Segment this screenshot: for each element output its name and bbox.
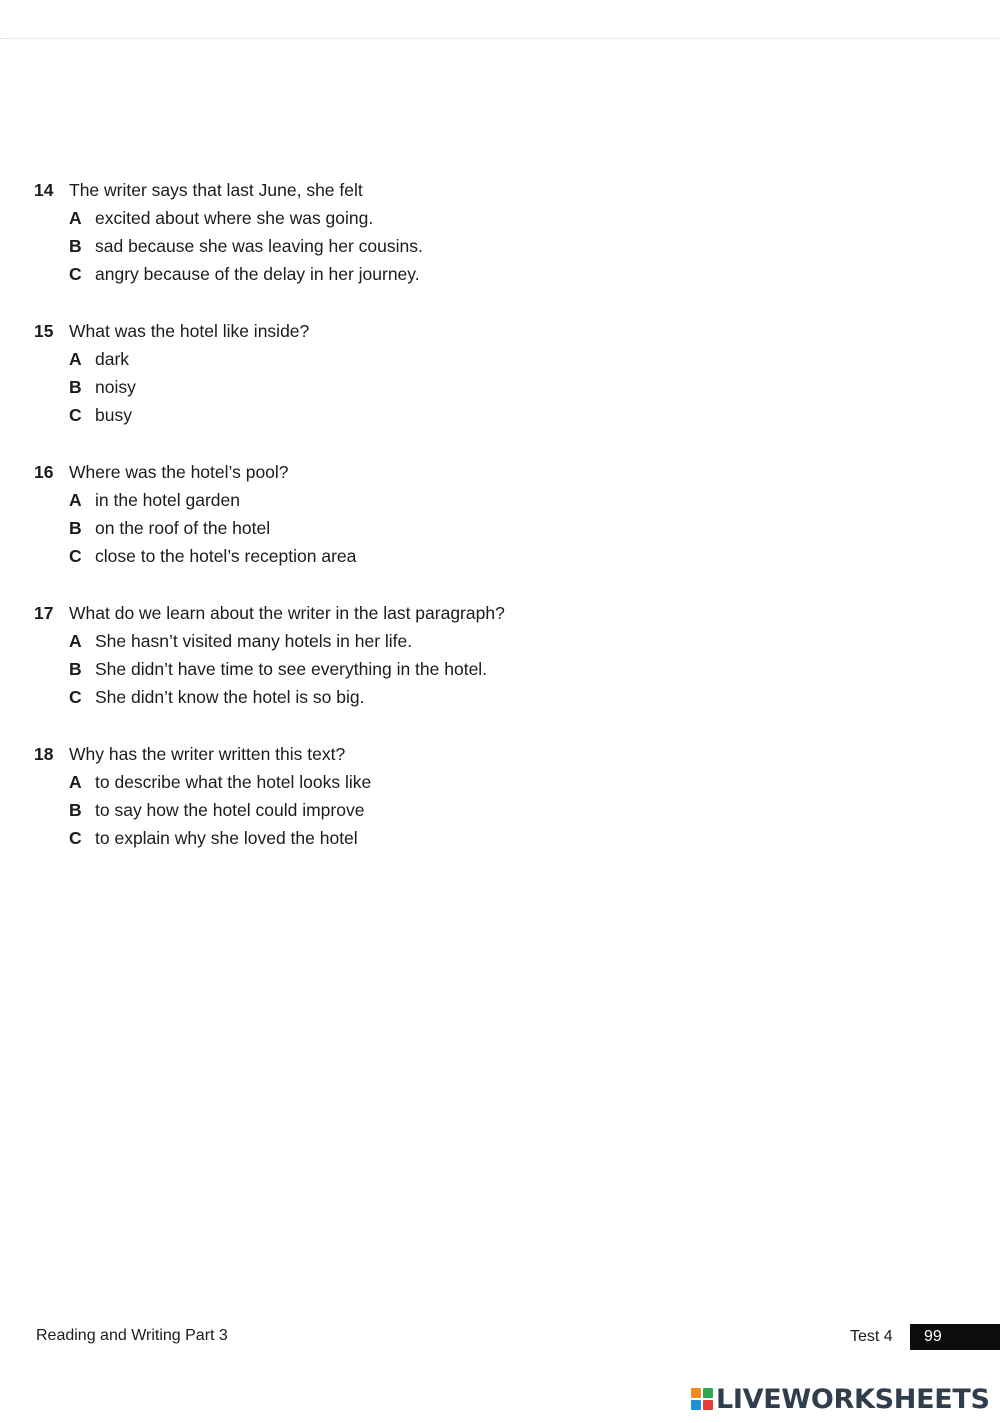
question-number: 18 <box>34 743 54 764</box>
option-letter: A <box>69 489 82 510</box>
question-17 <box>34 599 734 711</box>
option-letter: B <box>69 799 82 820</box>
answer-option-b[interactable] <box>69 796 734 824</box>
answer-option-a[interactable] <box>69 204 734 232</box>
option-text: to say how the hotel could improve <box>95 799 365 820</box>
question-text: What was the hotel like inside? <box>69 320 310 341</box>
question-14 <box>34 176 734 288</box>
scan-edge-line <box>0 38 1000 39</box>
option-text: dark <box>95 348 130 369</box>
question-16 <box>34 458 734 570</box>
option-text: sad because she was leaving her cousins. <box>95 235 423 256</box>
option-text: excited about where she was going. <box>95 207 374 228</box>
option-text: busy <box>95 404 132 425</box>
answer-option-a[interactable] <box>69 345 734 373</box>
question-number: 15 <box>34 320 54 341</box>
liveworksheets-mark-icon <box>691 1388 713 1410</box>
logo-square <box>691 1400 701 1410</box>
option-letter: C <box>69 404 82 425</box>
question-text: The writer says that last June, she felt <box>69 179 363 200</box>
liveworksheets-logo[interactable] <box>691 1385 990 1413</box>
answer-option-b[interactable] <box>69 373 734 401</box>
answer-option-b[interactable] <box>69 514 734 542</box>
option-letter: C <box>69 827 82 848</box>
option-letter: B <box>69 517 82 538</box>
option-letter: A <box>69 207 82 228</box>
answer-option-c[interactable] <box>69 683 734 711</box>
page-number: 99 <box>924 1328 942 1345</box>
answer-option-c[interactable] <box>69 260 734 288</box>
question-stem <box>34 599 734 627</box>
option-text: angry because of the delay in her journey. <box>95 263 420 284</box>
question-number: 14 <box>34 179 54 200</box>
option-letter: C <box>69 545 82 566</box>
option-text: noisy <box>95 376 136 397</box>
option-text: on the roof of the hotel <box>95 517 271 538</box>
option-letter: A <box>69 348 82 369</box>
option-text: to explain why she loved the hotel <box>95 827 358 848</box>
answer-option-c[interactable] <box>69 401 734 429</box>
question-stem <box>34 740 734 768</box>
logo-square <box>703 1388 713 1398</box>
answer-option-c[interactable] <box>69 824 734 852</box>
question-stem <box>34 458 734 486</box>
page-number-badge <box>910 1324 1000 1350</box>
option-letter: B <box>69 235 82 256</box>
answer-option-a[interactable] <box>69 486 734 514</box>
logo-square <box>703 1400 713 1410</box>
logo-text: LIVEWORKSHEETS <box>716 1383 990 1415</box>
option-text: close to the hotel’s reception area <box>95 545 357 566</box>
question-number: 17 <box>34 602 54 623</box>
answer-option-c[interactable] <box>69 542 734 570</box>
answer-option-a[interactable] <box>69 768 734 796</box>
question-15 <box>34 317 734 429</box>
option-letter: B <box>69 376 82 397</box>
footer-test-label: Test 4 <box>850 1328 893 1345</box>
answer-option-b[interactable] <box>69 232 734 260</box>
question-text: Why has the writer written this text? <box>69 743 346 764</box>
option-letter: B <box>69 658 82 679</box>
question-text: Where was the hotel’s pool? <box>69 461 289 482</box>
question-text: What do we learn about the writer in the last paragraph? <box>69 602 505 623</box>
logo-square <box>691 1388 701 1398</box>
option-text: She didn’t know the hotel is so big. <box>95 686 365 707</box>
option-letter: C <box>69 686 82 707</box>
answer-option-a[interactable] <box>69 627 734 655</box>
question-number: 16 <box>34 461 54 482</box>
question-stem <box>34 317 734 345</box>
option-text: She hasn’t visited many hotels in her life. <box>95 630 413 651</box>
option-letter: C <box>69 263 82 284</box>
option-letter: A <box>69 771 82 792</box>
footer-section-label: Reading and Writing Part 3 <box>36 1327 228 1344</box>
option-text: She didn’t have time to see everything in the hotel. <box>95 658 488 679</box>
option-letter: A <box>69 630 82 651</box>
option-text: in the hotel garden <box>95 489 240 510</box>
question-stem <box>34 176 734 204</box>
answer-option-b[interactable] <box>69 655 734 683</box>
question-18 <box>34 740 734 852</box>
option-text: to describe what the hotel looks like <box>95 771 372 792</box>
